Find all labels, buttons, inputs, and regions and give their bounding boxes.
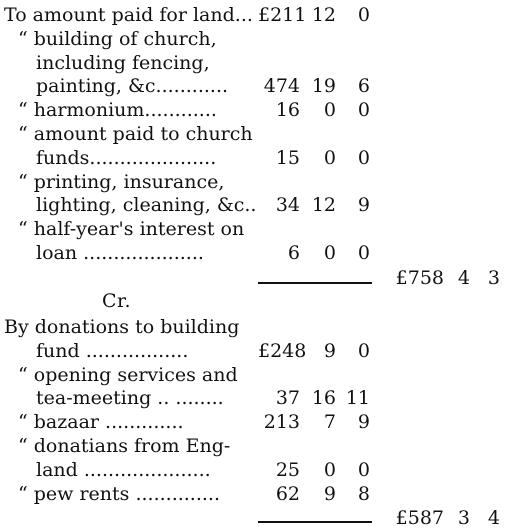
ledger-line-description: By donations to building: [4, 316, 240, 338]
ledger-shillings: 0: [323, 458, 336, 481]
ledger-pounds: £248: [258, 339, 307, 362]
ledger-line: [0, 169, 509, 195]
ledger-shillings: 12: [311, 4, 336, 26]
ledger-shillings: 0: [323, 242, 336, 264]
ledger-line: [0, 314, 509, 340]
credit-heading: Cr.: [102, 290, 132, 312]
ledger-line-description: painting, &c............: [36, 75, 229, 98]
ledger-pounds: 16: [275, 99, 300, 122]
ledger-pence: 0: [357, 146, 370, 169]
ledger-line: [0, 121, 509, 147]
ledger-line-description: To amount paid for land...: [4, 4, 253, 26]
ledger-line: [0, 338, 509, 364]
ledger-pence: 8: [357, 482, 370, 505]
credit-total-pounds: £587: [395, 507, 444, 529]
debit-total-pence: 3: [487, 267, 500, 289]
ledger-line-description: “ half-year's interest on: [18, 218, 245, 241]
ledger-shillings: 0: [323, 99, 336, 122]
ledger-line: [0, 26, 509, 52]
ledger-line-description: “ donatians from Eng-: [18, 435, 231, 457]
ledger-pounds: 37: [275, 387, 300, 410]
ledger-line: [0, 50, 509, 76]
ledger-line-description: including fencing,: [36, 51, 210, 74]
ledger-line: [0, 457, 509, 483]
ledger-line-description: “ harmonium............: [18, 99, 217, 122]
ledger-pounds: 213: [263, 411, 300, 434]
ledger-shillings: 7: [323, 411, 336, 434]
ledger-line: [0, 2, 509, 28]
ledger-line-description: “ opening services and: [18, 363, 238, 386]
ledger-line: [0, 216, 509, 242]
ledger-shillings: 19: [311, 75, 336, 98]
ledger-line: [0, 192, 509, 218]
ledger-pence: 11: [345, 387, 370, 410]
ledger-pounds: 25: [275, 458, 300, 481]
ledger-line: [0, 409, 509, 435]
ledger-shillings: 0: [323, 146, 336, 169]
ledger-pounds: 34: [275, 194, 300, 217]
ledger-line-description: “ pew rents ..............: [18, 482, 221, 505]
ledger-line: [0, 362, 509, 388]
debit-total-shillings: 4: [457, 267, 470, 289]
ledger-pence: 6: [357, 75, 370, 98]
ledger-line-description: “ amount paid to church: [18, 123, 253, 145]
ledger-pounds: 474: [263, 75, 300, 98]
ledger-pounds: 62: [275, 482, 300, 505]
ledger-line-description: fund .................: [36, 339, 189, 362]
ledger-shillings: 12: [311, 194, 336, 217]
ledger-line: [0, 433, 509, 459]
ledger-pence: 9: [357, 411, 370, 434]
ledger-pence: 0: [357, 4, 370, 26]
ledger-pounds: £211: [258, 4, 307, 26]
ledger-line-description: “ printing, insurance,: [18, 170, 225, 193]
ledger-line-description: “ building of church,: [18, 27, 217, 50]
debit-total-pounds: £758: [395, 267, 444, 289]
ledger-line-description: “ bazaar .............: [18, 411, 184, 434]
debit-total-row: [0, 265, 509, 291]
ledger-pence: 0: [357, 458, 370, 481]
ledger-line-description: loan ....................: [36, 242, 204, 264]
ledger-shillings: 9: [323, 339, 336, 362]
ledger-pounds: 15: [275, 146, 300, 169]
ledger-line-description: funds.....................: [36, 146, 217, 169]
ledger-line: [0, 73, 509, 99]
credit-total-row: [0, 505, 509, 531]
ledger-shillings: 16: [311, 387, 336, 410]
ledger-line: [0, 481, 509, 507]
ledger-pence: 9: [357, 194, 370, 217]
credit-total-pence: 4: [487, 507, 500, 529]
ledger-pence: 0: [357, 339, 370, 362]
ledger-pence: 0: [357, 99, 370, 122]
ledger-line-description: tea-meeting .. ........: [36, 387, 224, 410]
ledger-pence: 0: [357, 242, 370, 264]
credit-total-shillings: 3: [457, 507, 470, 529]
ledger-pounds: 6: [287, 242, 300, 264]
ledger-line-description: land .....................: [36, 458, 211, 481]
ledger-line: [0, 97, 509, 123]
ledger-shillings: 9: [323, 482, 336, 505]
ledger-line-description: lighting, cleaning, &c..: [36, 194, 257, 217]
ledger-line: [0, 385, 509, 411]
ledger-line: [0, 145, 509, 171]
ledger-line: [0, 240, 509, 266]
